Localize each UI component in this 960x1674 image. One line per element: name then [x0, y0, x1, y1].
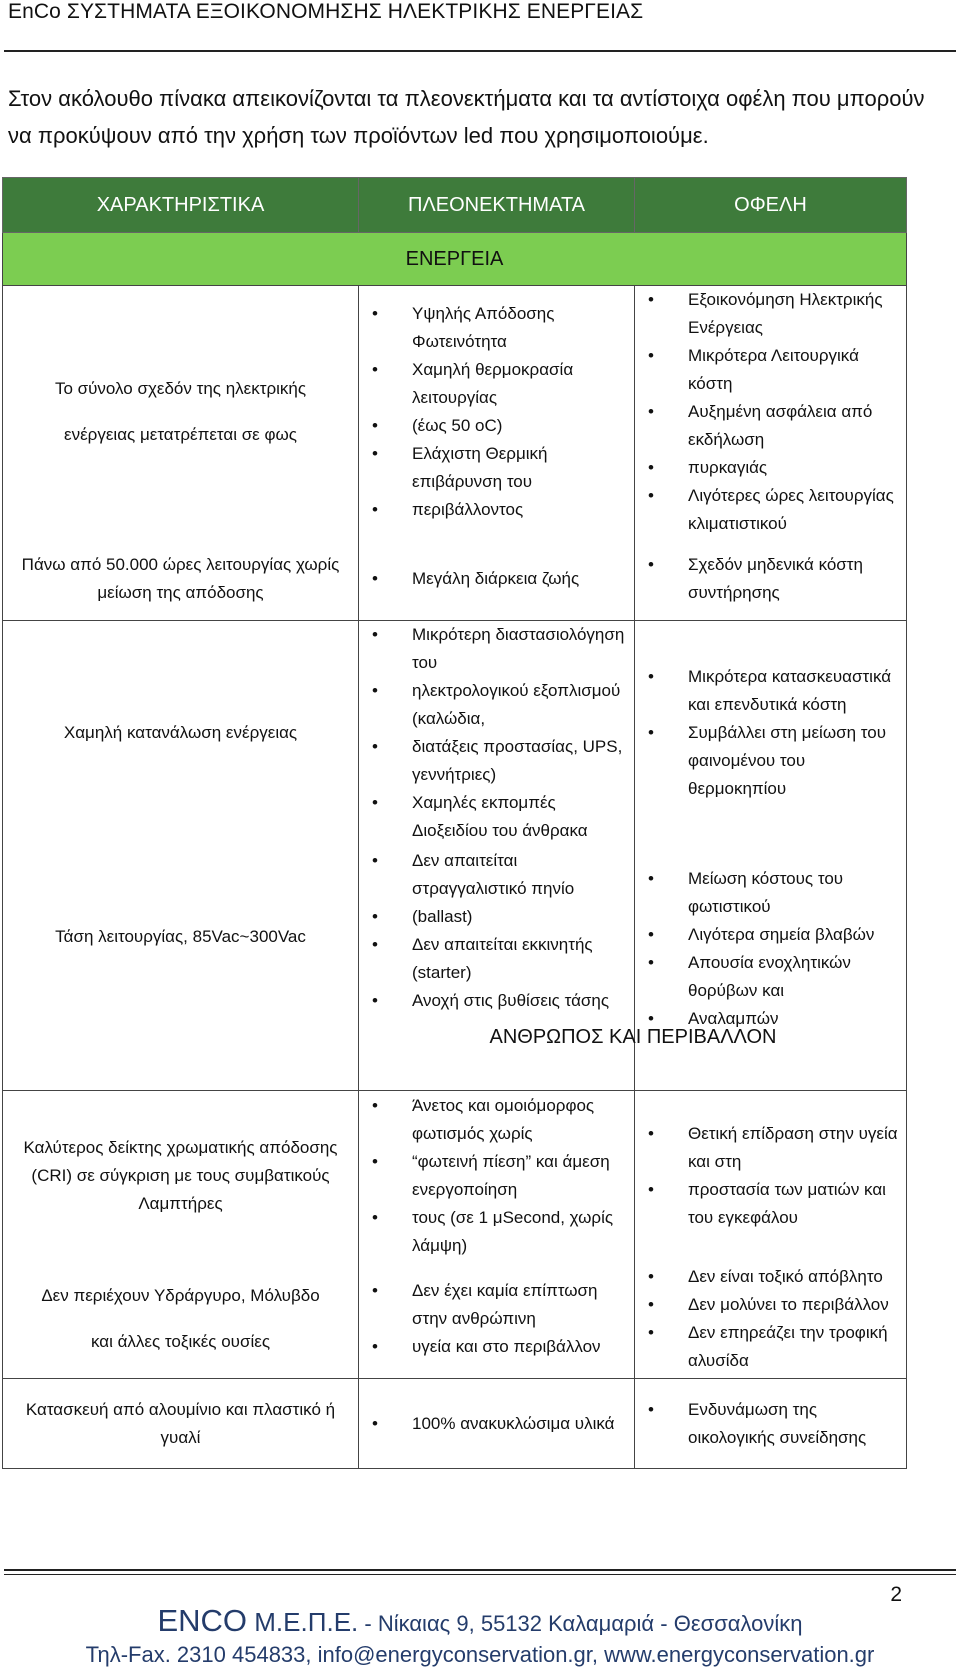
table-row [3, 1261, 907, 1379]
feature-cell [3, 1379, 359, 1469]
list-item: • Θετική επίδραση στην υγεία και στη [635, 1120, 906, 1176]
feature-text: Κατασκευή από αλουμίνιο και πλαστικό ή γυαλί [25, 1399, 336, 1447]
list-item: • Δεν έχει καμία επίπτωση στην ανθρώπινη [359, 1277, 634, 1333]
benefits-list [635, 865, 906, 1033]
feature-cell [3, 1261, 359, 1379]
benefits-list [635, 1263, 906, 1375]
list-item: • Μικρότερα κατασκευαστικά και επενδυτικά κόστη [635, 663, 906, 719]
column-header-benefits: ΟΦΕΛΗ [635, 178, 907, 233]
footer-contact: Τηλ-Fax. 2310 454833, info@energyconservation.gr, www.energyconservation.gr [85, 1642, 875, 1667]
header-rule [4, 50, 956, 52]
list-item: • Χαμηλή θερμοκρασία λειτουργίας [359, 356, 634, 412]
column-header-advantages: ΠΛΕΟΝΕΚΤΗΜΑΤΑ [359, 178, 635, 233]
category-row-energy [3, 233, 907, 286]
advantages-cell [359, 1091, 635, 1261]
advantages-list [359, 300, 634, 524]
advantages-cell [359, 1261, 635, 1379]
feature-text: Δεν περιέχουν Υδράργυρο, Μόλυβδο και άλλες τοξικές ουσίες [41, 1286, 320, 1352]
advantages-list [359, 1410, 634, 1438]
column-header-features: ΧΑΡΑΚΤΗΡΙΣΤΙΚΑ [3, 178, 359, 233]
list-item: • Λιγότερα σημεία βλαβών [635, 921, 906, 949]
list-item: • Δεν απαιτείται στραγγαλιστικό πηνίο [359, 847, 634, 903]
list-item: • “φωτεινή πίεση” και άμεση ενεργοποίηση [359, 1148, 634, 1204]
advantages-cell [359, 620, 635, 845]
benefits-cell [635, 620, 907, 845]
feature-cell [3, 620, 359, 845]
feature-text: Χαμηλή κατανάλωση ενέργειας [63, 722, 298, 742]
category-energy: ΕΝΕΡΓΕΙΑ [3, 233, 907, 286]
list-item: • Χαμηλές εκπομπές Διοξειδίου του άνθρακα [359, 789, 634, 845]
table-row [3, 538, 907, 620]
advantages-list [359, 565, 634, 593]
advantages-cell [359, 286, 635, 539]
list-item: • Άνετος και ομοιόμορφος φωτισμός χωρίς [359, 1092, 634, 1148]
footer-company-line [0, 1603, 960, 1639]
list-item: • Μικρότερα Λειτουργικά κόστη [635, 342, 906, 398]
advantages-cell [359, 538, 635, 620]
list-item: • Σχεδόν μηδενικά κόστη συντήρησης [635, 551, 906, 607]
feature-text: Τάση λειτουργίας, 85Vac~300Vac [55, 926, 306, 946]
list-item: • πυρκαγιάς [635, 454, 906, 482]
advantages-list [359, 847, 634, 1015]
benefits-list [635, 1120, 906, 1232]
table-row [3, 286, 907, 539]
list-item: • Μείωση κόστους του φωτιστικού [635, 865, 906, 921]
feature-cell [3, 538, 359, 620]
document-header: EnCo ΣΥΣΤΗΜΑΤΑ ΕΞΟΙΚΟΝΟΜΗΣΗΣ ΗΛΕΚΤΡΙΚΗΣ ΕΝΕΡΓΕΙΑΣ [8, 0, 644, 23]
page-number: 2 [890, 1583, 902, 1606]
table-row [3, 1091, 907, 1261]
advantages-list [359, 1092, 634, 1260]
list-item: • Υψηλής Απόδοσης Φωτεινότητα [359, 300, 634, 356]
footer-rule-top [4, 1569, 956, 1571]
feature-text: Το σύνολο σχεδόν της ηλεκτρικής ενέργειας μετατρέπεται σε φως [54, 379, 307, 444]
list-item: • Μεγάλη διάρκεια ζωής [359, 565, 634, 593]
footer-company-name: ENCO [157, 1603, 248, 1638]
list-item: • Ανοχή στις βυθίσεις τάσης [359, 987, 634, 1015]
benefits-cell [635, 286, 907, 539]
list-item: • Ελάχιστη Θερμική επιβάρυνση του [359, 440, 634, 496]
table-row [3, 845, 907, 1091]
list-item: • Μικρότερη διαστασιολόγηση του [359, 621, 634, 677]
benefits-cell [635, 538, 907, 620]
list-item: • (ballast) [359, 903, 634, 931]
list-item: • υγεία και στο περιβάλλον [359, 1333, 634, 1361]
list-item: • ηλεκτρολογικού εξοπλισμού (καλώδια, [359, 677, 634, 733]
list-item: • Δεν απαιτείται εκκινητής (starter) [359, 931, 634, 987]
table-row [3, 620, 907, 845]
list-item: • Λιγότερες ώρες λειτουργίας κλιματιστικού [635, 482, 906, 538]
benefits-list [635, 1396, 906, 1452]
benefits-cell [635, 1379, 907, 1469]
advantages-list [359, 621, 634, 845]
benefits-list [635, 286, 906, 538]
feature-cell [3, 1091, 359, 1261]
list-item: • Συμβάλλει στη μείωση του φαινομένου του θερμοκηπίου [635, 719, 906, 803]
list-item: • (έως 50 oC) [359, 412, 634, 440]
benefits-list [635, 663, 906, 803]
advantages-cell [359, 1379, 635, 1469]
list-item: • 100% ανακυκλώσιμα υλικά [359, 1410, 634, 1438]
list-item: • Αναλαμπών [635, 1005, 906, 1033]
list-item: • Εξοικονόμηση Ηλεκτρικής Ενέργειας [635, 286, 906, 342]
footer-company-suffix: Μ.Ε.Π.Ε. [247, 1607, 359, 1637]
list-item: • Δεν μολύνει το περιβάλλον [635, 1291, 906, 1319]
benefits-cell [635, 1091, 907, 1261]
list-item: • Απουσία ενοχλητικών θορύβων και [635, 949, 906, 1005]
table-header-row [3, 178, 907, 233]
list-item: • προστασία των ματιών και του εγκεφάλου [635, 1176, 906, 1232]
intro-paragraph: Στον ακόλουθο πίνακα απεικονίζονται τα πλεονεκτήματα και τα αντίστοιχα οφέλη που μπορούν να προκύψουν από την χρήση των προϊόντων led που χρησιμοποιούμε. [8, 86, 925, 148]
list-item: • διατάξεις προστασίας, UPS, γεννήτριες) [359, 733, 634, 789]
feature-text: Πάνω από 50.000 ώρες λειτουργίας χωρίς μείωση της απόδοσης [21, 554, 340, 602]
benefits-cell [635, 1261, 907, 1379]
feature-text: Καλύτερος δείκτης χρωματικής απόδοσης (CRI) σε σύγκριση με τους συμβατικούς Λαμπτήρες [23, 1137, 338, 1213]
list-item: • Ενδυνάμωση της οικολογικής συνείδησης [635, 1396, 906, 1452]
list-item: • τους (σε 1 μSecond, χωρίς λάμψη) [359, 1204, 634, 1260]
list-item: • περιβάλλοντος [359, 496, 634, 524]
list-item: • Δεν επηρεάζει την τροφική αλυσίδα [635, 1319, 906, 1375]
benefits-list [635, 551, 906, 607]
list-item: • Αυξημένη ασφάλεια από εκδήλωση [635, 398, 906, 454]
list-item: • Δεν είναι τοξικό απόβλητο [635, 1263, 906, 1291]
footer-rule-bottom [4, 1574, 956, 1575]
footer-address: - Νίκαιας 9, 55132 Καλαμαριά - Θεσσαλονίκη [358, 1611, 803, 1636]
table-row [3, 1379, 907, 1469]
feature-cell [3, 286, 359, 539]
benefits-table [2, 177, 907, 1469]
category-human-environment: ΑΝΘΡΩΠΟΣ ΚΑΙ ΠΕΡΙΒΑΛΛΟΝ [489, 1025, 777, 1048]
advantages-list [359, 1277, 634, 1361]
